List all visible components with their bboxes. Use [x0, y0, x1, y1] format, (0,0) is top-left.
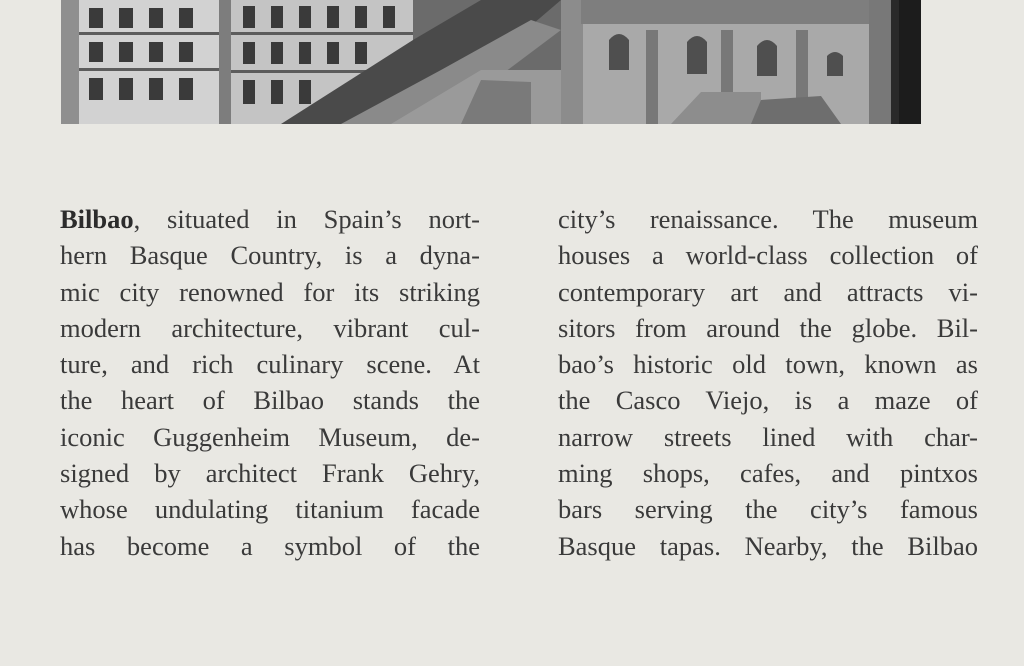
text-line: iconic Guggenheim Museum, de- [60, 421, 480, 452]
text-line: the Casco Viejo, is a maze of [558, 385, 978, 416]
article-column-left [60, 201, 480, 564]
text-line: whose undulating titanium facade [60, 494, 480, 525]
text-line: the heart of Bilbao stands the [60, 385, 480, 416]
text-line: signed by architect Frank Gehry, [60, 458, 480, 489]
text-line: ture, and rich culinary scene. At [60, 349, 480, 380]
city-photo-illustration [61, 0, 921, 124]
text-line: city’s renaissance. The museum [558, 204, 978, 234]
text-line: has become a symbol of the [60, 530, 480, 561]
text-line: sitors from around the globe. Bil- [558, 312, 978, 343]
text-line: modern architecture, vibrant cul- [60, 312, 480, 343]
text-line: houses a world-class collection of [558, 240, 978, 271]
text-line: Bilbao, situated in Spain’s nort- [60, 204, 480, 234]
text-line: ming shops, cafes, and pintxos [558, 458, 978, 489]
text-line: mic city renowned for its striking [60, 276, 480, 307]
text-line: hern Basque Country, is a dyna- [60, 240, 480, 271]
hero-photo [61, 0, 921, 124]
lead-word: Bilbao [60, 204, 134, 234]
text-line: Basque tapas. Nearby, the Bilbao [558, 530, 978, 561]
text-line: narrow streets lined with char- [558, 421, 978, 452]
text-line: bao’s historic old town, known as [558, 349, 978, 380]
text-line: contemporary art and attracts vi- [558, 276, 978, 307]
text-line: bars serving the city’s famous [558, 494, 978, 525]
article-column-right [558, 201, 978, 564]
